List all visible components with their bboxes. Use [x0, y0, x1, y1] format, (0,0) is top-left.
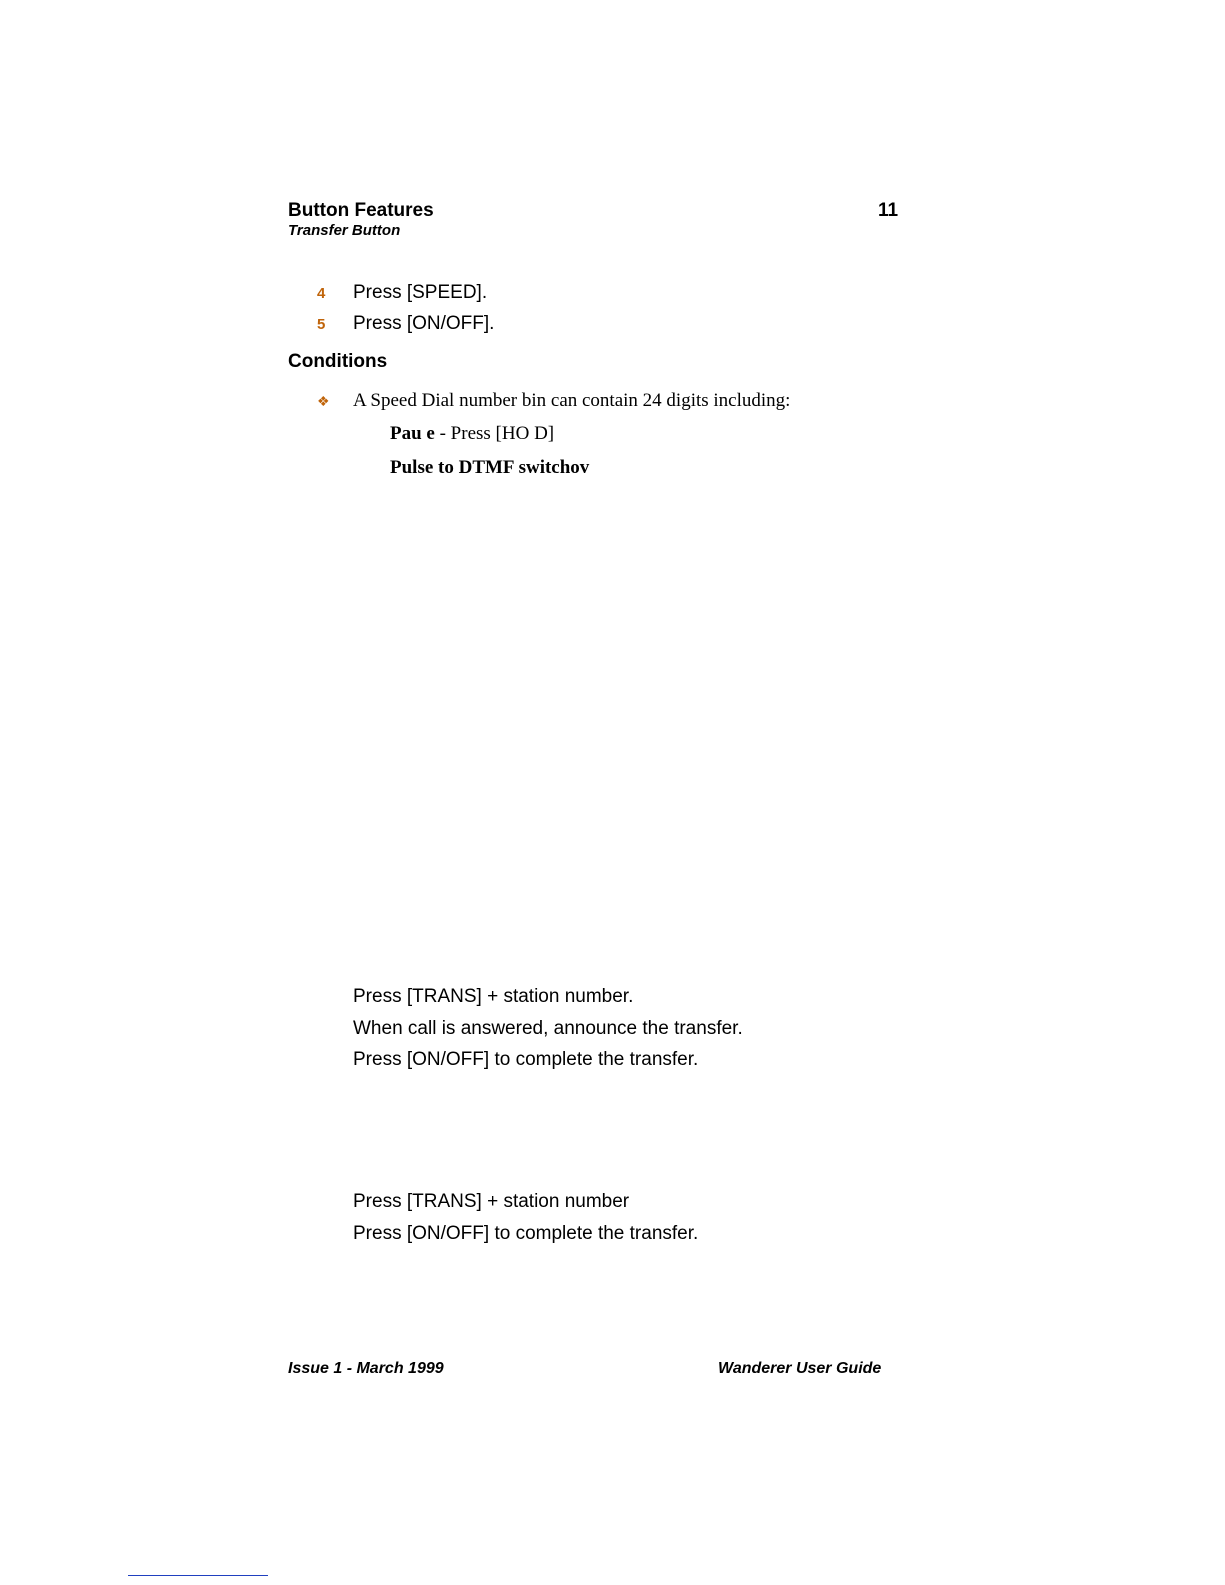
- condition-bullet: [317, 390, 790, 412]
- sub-item-label: Pulse to DTMF switchov: [390, 457, 590, 478]
- page-number: 11: [878, 200, 899, 221]
- sub-item-text: - Press [HO D]: [434, 423, 555, 444]
- step-number: 5: [317, 316, 326, 333]
- condition-text: A Speed Dial number bin can contain 24 digits including:: [353, 390, 791, 411]
- instruction-line: Press [ON/OFF] to complete the transfer.: [353, 1049, 699, 1070]
- conditions-heading: Conditions: [288, 351, 388, 372]
- instruction-line: When call is answered, announce the transfer.: [353, 1018, 743, 1039]
- step-item: [317, 282, 487, 304]
- footer-issue: Issue 1 - March 1999: [288, 1360, 444, 1377]
- sub-item-label: Pau e: [390, 423, 435, 444]
- section-subtitle: Transfer Button: [288, 222, 401, 239]
- step-text: Press [ON/OFF].: [353, 313, 495, 334]
- chapter-title: Button Features: [288, 200, 434, 221]
- instruction-line: Press [ON/OFF] to complete the transfer.: [353, 1223, 699, 1244]
- diamond-bullet-icon: ❖: [317, 395, 330, 410]
- instruction-line: Press [TRANS] + station number: [353, 1191, 630, 1212]
- step-text: Press [SPEED].: [353, 282, 488, 303]
- instruction-line: Press [TRANS] + station number.: [353, 986, 634, 1007]
- step-item: [317, 313, 494, 335]
- condition-sub-item: [390, 457, 589, 479]
- divider: [128, 1575, 268, 1576]
- condition-sub-item: [390, 423, 554, 445]
- step-number: 4: [317, 285, 326, 302]
- footer-guide-title: Wanderer User Guide: [718, 1360, 882, 1377]
